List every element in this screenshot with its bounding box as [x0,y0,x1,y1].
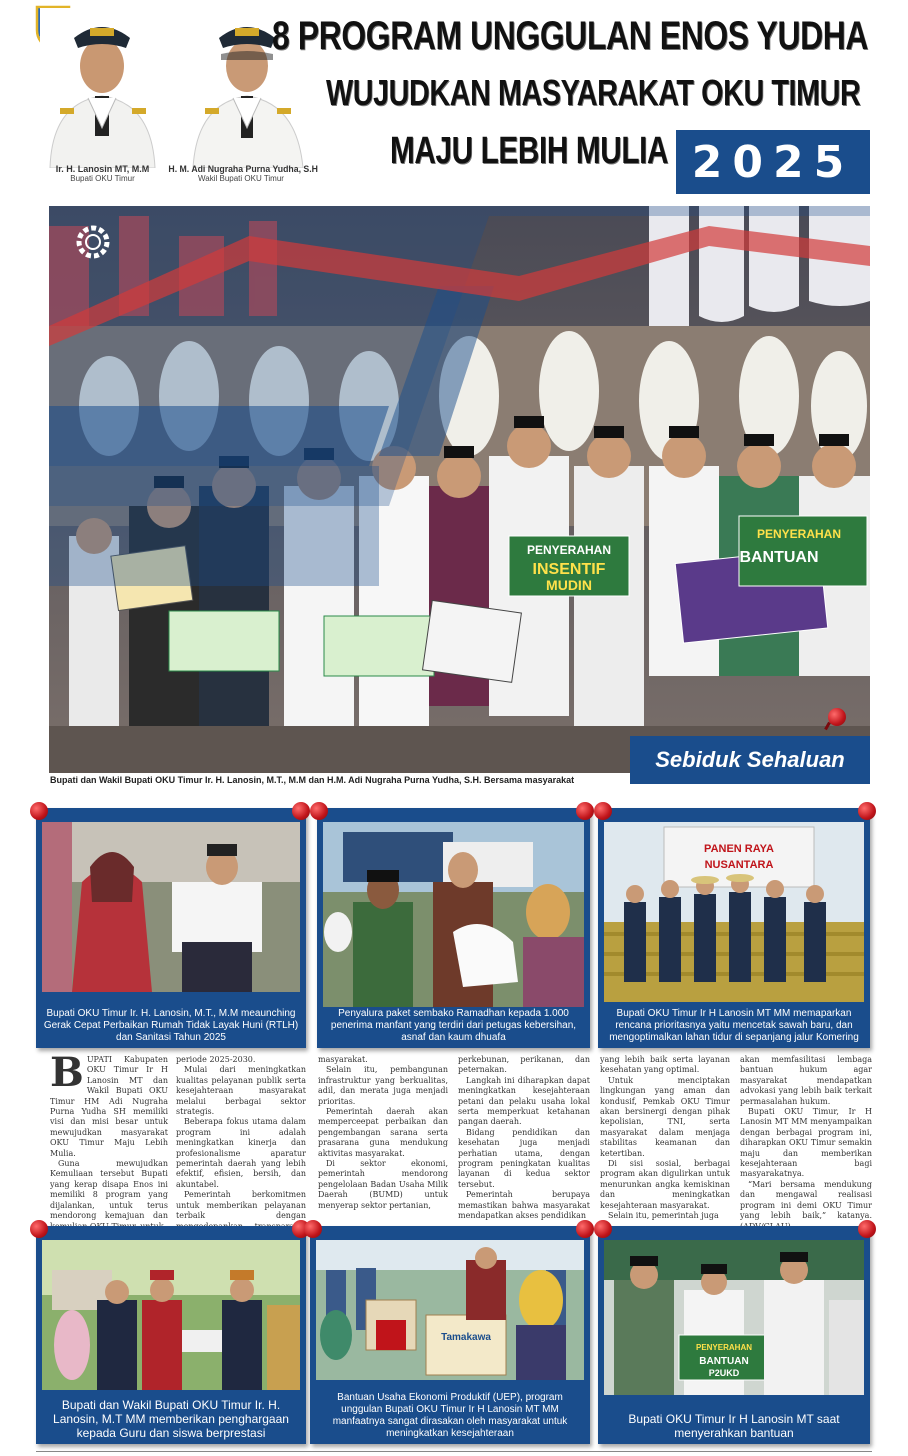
card-caption: Penyalura paket sembako Ramadhan kepada 1.000 penerima manfant yang terdiri dari petugas kebersihan, asnaf dan kaum dhuafa [330,1008,577,1043]
card-photo [323,822,584,1007]
card-photo [42,822,300,992]
photo-card-bantuan [598,1226,870,1444]
article-paragraph: Bupati OKU Timur, Ir H Lanosin MT MM menyampaikan dengan berbagai program ini, diharapkan OKU Timur semakin maju dan memberikan kesejahteraan bagi masyarakatnya. [740,1107,872,1179]
article-column-6 [740,1055,872,1232]
svg-text:PANEN RAYA: PANEN RAYA [704,843,774,855]
pushpin-icon [858,802,876,820]
drop-cap: B [50,1049,84,1096]
article-paragraph: Mulai dari meningkatkan kualitas pelayanan publik serta kesejahteraan masyarakat melalui berbagai sektor strategis. [176,1065,306,1117]
pushpin-icon [304,1220,322,1238]
person1-role: Bupati OKU Timur [70,174,135,183]
article-column-3 [318,1055,448,1211]
pushpin-icon [576,802,594,820]
svg-text:PENYERAHAN: PENYERAHAN [756,527,842,541]
pushpin-icon [594,1220,612,1238]
pushpin-icon [30,802,48,820]
article-paragraph: akan memfasilitasi lembaga bantuan hukum agar masyarakat mendapatkan advokasi yang lebih baik terkait permasalahan hukum. [740,1055,872,1106]
sign-penyerahan-text: PENYERAHAN [526,543,612,557]
article-paragraph: Untuk menciptakan lingkungan yang aman dan kondusif, Pemkab OKU Timur akan bersinergi dengan pihak kepolisian, TNI, serta masyarakat dalam menjaga stabilitas keamanan dan ketertiban. [600,1075,730,1158]
sign-mudin-text: MUDIN [546,577,592,593]
article-paragraph: Selain itu, pemerintah juga [608,1211,719,1221]
article-paragraph: Beberapa fokus utama dalam program ini adalah meningkatkan kinerja dan profesionalisme aparatur pemerintah daerah yang lebih efektif, efisien, bersih, dan akuntabel. [176,1117,306,1189]
card-caption: Bupati dan Wakil Bupati OKU Timur Ir. H. Lanosin, M.T MM memberikan penghargaan kepada Guru dan siswa berprestasi [53,1398,289,1440]
pushpin-icon [30,1220,48,1238]
article-paragraph: masyarakat. [318,1055,368,1064]
card-photo [316,1240,584,1380]
card-photo [604,1240,864,1395]
card-caption: Bupati OKU Timur Ir H Lanosin MT MM memaparkan rencana prioritasnya yaitu mencetak sawah baru, dan mengoptimalkan lahan tidur di sepanjang jalur Komering [609,1008,859,1043]
article-paragraph: Bidang pendidikan dan kesehatan juga menjadi perhatian utama, dengan program peningkatan kualitas layanan di kedua sektor tersebut. [458,1127,590,1189]
card-caption: Bupati OKU Timur Ir H Lanosin MT saat menyerahkan bantuan [628,1412,840,1440]
svg-text:BANTUAN: BANTUAN [699,1356,749,1367]
card-photo [42,1240,300,1390]
svg-text:NUSANTARA: NUSANTARA [704,859,774,871]
headline-line-3: MAJU LEBIH MULIA [390,130,669,172]
photo-card-penghargaan [36,1226,306,1444]
pushpin-icon [858,1220,876,1238]
sign-bantuan-text: BANTUAN [739,549,819,566]
person2-name: H. M. Adi Nugraha Purna Yudha, S.H [168,164,318,174]
article-column-5 [600,1055,730,1222]
pushpin-icon [576,1220,594,1238]
photo-card-uep [310,1226,590,1444]
article-paragraph: Langkah ini diharapkan dapat meningkatkan kesejahteraan petani dan pelaku usaha lokal serta memperkuat ketahanan pangan daerah. [458,1075,590,1127]
box-label: Tamakawa [441,1332,491,1343]
pushpin-icon [310,802,328,820]
photo-card-sembako [317,808,590,1048]
article-paragraph: Pemerintah daerah akan memperceepat perbaikan dan pengembangan sarana serta prasarana guna mendukung aktivitas masyarakat. [318,1107,448,1158]
article-column-2 [176,1055,306,1242]
card-caption: Bantuan Usaha Ekonomi Produktif (UEP), program unggulan Bupati OKU Timur Ir H Lanosin MT MM manfaatnya sangat dirasakan oleh masyarakat untuk meningkatkan kesejahteraan [332,1392,568,1439]
section-banner: Sebiduk Sehaluan [630,736,870,784]
photo-card-sawah [598,808,870,1048]
article-paragraph: perkebunan, perikanan, dan peternakan. [458,1055,590,1075]
article-paragraph: yang lebih baik serta layanan kesehatan yang optimal. [600,1055,730,1075]
article-column-4 [458,1055,590,1222]
person1-name: Ir. H. Lanosin MT, M.M [55,164,150,174]
sign-insentif-text: INSENTIF [532,561,606,578]
person2-role: Wakil Bupati OKU Timur [198,174,284,183]
bupati-portrait [40,8,165,168]
svg-text:P2UKD: P2UKD [708,1368,740,1378]
article-paragraph: UPATI Kabupaten OKU Timur Ir H Lanosin MT dan Wakil Bupati OKU Timur HM Adi Nugraha Purna Yudha SH memiliki visi dan misi besar untuk mewujudkan masyarakat OKU Timur Maju Lebih Mulia. [50,1055,168,1158]
page-bottom-rule [36,1451,872,1452]
article-paragraph: “Mari bersama mendukung dan mengawal realisasi program ini demi OKU Timur yang lebih baik,” katanya. [740,1179,872,1221]
card-caption: Bupati OKU Timur Ir. H. Lanosin, M.T., M.M meaunching Gerak Cepat Perbaikan Rumah Tidak Layak Huni (RTLH) dan Sanitasi Tahun 2025 [43,1008,299,1043]
article-paragraph: Guna mewujudkan Kemuliaan tersebut Bupati yang kerap disapa Enos ini memiliki 8 program yang dijalankan, untuk terus mendorong kemajuan dan [50,1159,168,1221]
article-paragraph: Di sektor ekonomi, pemerintah mendorong pengelolaan Badan Usaha Milik Daerah (BUMD) untuk menyerap sektor pertanian, [318,1159,448,1210]
year-badge: 2025 [676,130,870,194]
pushpin-icon [594,802,612,820]
pushpin-icon [292,802,310,820]
headline-line-2: WUJUDKAN MASYARAKAT OKU TIMUR [326,72,861,113]
headline-line-1: 8 PROGRAM UNGGULAN ENOS YUDHA [272,14,869,58]
article-column-1 [50,1049,168,1232]
main-photo [49,206,870,773]
article-paragraph: Di sisi sosial, berbagai program akan digulirkan untuk menurunkan angka kemiskinan dan meningkatkan kesejahteraan masyarakat. [600,1159,730,1210]
photo-card-rtlh [36,808,306,1048]
main-photo-caption: Bupati dan Wakil Bupati OKU Timur Ir. H. Lanosin, M.T., M.M dan H.M. Adi Nugraha Purna Yudha, S.H. Bersama masyarakat [50,775,575,785]
article-paragraph: periode 2025-2030. [176,1055,256,1064]
article-paragraph: Pemerintah berupaya memastikan bahwa masyarakat mendapatkan akses pendidikan [458,1190,590,1221]
svg-text:PENYERAHAN: PENYERAHAN [695,1343,753,1352]
article-paragraph: Pemerintah berkomitmen untuk memberikan pelayanan terbaik dengan [176,1190,306,1221]
card-photo [604,822,864,1002]
article-paragraph: Selain itu, pembangunan infrastruktur yang berkualitas, adil, dan merata juga menjadi prioritas. [318,1065,448,1106]
